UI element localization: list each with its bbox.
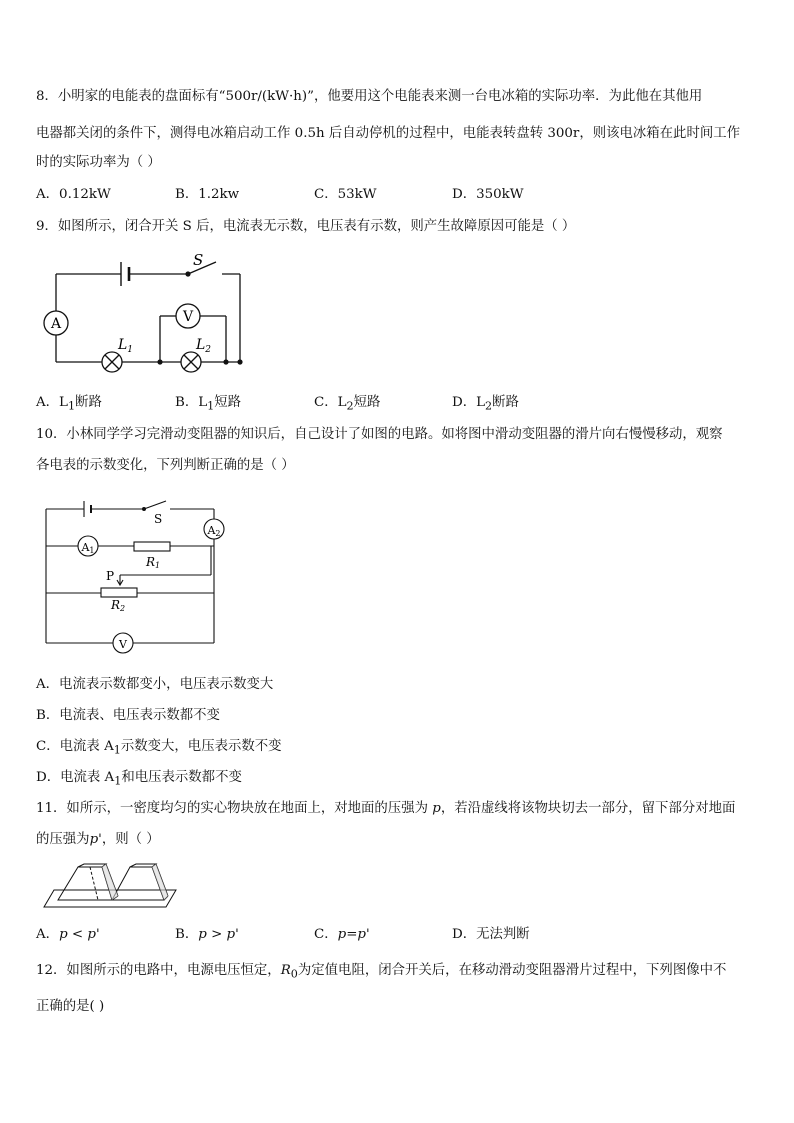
q8-option-b: B．1.2kw (175, 187, 240, 202)
q9-option-d: D．$L_2$断路 (452, 395, 519, 413)
q12-line-1: 12．如图所示的电路中，电源电压恒定，$R_0$为定值电阻，闭合开关后，在移动滑动变阻器滑片过程中，下列图像中不 (36, 963, 727, 981)
q8-line-3: 时的实际功率为（ ） (36, 155, 161, 170)
q10-line-2: 各电表的示数变化，下列判断正确的是（ ） (36, 458, 295, 473)
q9-circuit-diagram (36, 248, 256, 378)
q10-a2-label: A2 (207, 524, 221, 538)
q9-switch-label: S (193, 251, 204, 269)
q9-ammeter-label: A (50, 316, 62, 332)
q10-switch-label: S (154, 512, 163, 526)
q8-line-2: 电器都关闭的条件下，测得电冰箱启动工作 0.5h 后自动停机的过程中，电能表转盘转 300r，则该电冰箱在此时间工作 (36, 126, 741, 141)
q10-option-b: B．电流表、电压表示数都不变 (36, 708, 220, 723)
q8-line-1: 8．小明家的电能表的盘面标有“500r/(kW·h)”，他要用这个电能表来测一台电冰箱的实际功率．为此他在其他用 (36, 89, 703, 104)
q10-r2-label: R2 (111, 598, 126, 613)
q9-line-1: 9．如图所示，闭合开关 S 后，电流表无示数，电压表有示数，则产生故障原因可能是（ ） (36, 219, 576, 234)
q10-option-c: C．电流表 $A_1$示数变大，电压表示数不变 (36, 739, 282, 757)
q8-option-a: A．0.12kW (36, 187, 111, 202)
q11-option-c: C．p=p' (314, 927, 370, 942)
q10-circuit-diagram (36, 496, 236, 658)
q9-option-c: C．$L_2$短路 (314, 395, 381, 413)
q11-option-a: A．p < p' (36, 927, 100, 942)
q8-option-c: C．53kW (314, 187, 377, 202)
q11-line-2: 的压强为p'，则（ ） (36, 832, 160, 847)
q11-block-figure (40, 860, 180, 912)
q12-line-2: 正确的是( ) (36, 999, 105, 1014)
q9-voltmeter-label: V (182, 309, 194, 325)
q10-a1-label: A1 (81, 541, 95, 555)
q10-option-a: A．电流表示数都变小，电压表示数变大 (36, 677, 274, 692)
q10-line-1: 10．小林同学学习完滑动变阻器的知识后，自己设计了如图的电路。如将图中滑动变阻器的滑片向右慢慢移动，观察 (36, 427, 723, 442)
q9-option-b: B．$L_1$短路 (175, 395, 242, 413)
q11-line-1: 11．如所示，一密度均匀的实心物块放在地面上，对地面的压强为 p，若沿虚线将该物块切去一部分，留下部分对地面 (36, 801, 736, 816)
q8-option-d: D．350kW (452, 187, 524, 202)
q11-option-b: B．p > p' (175, 927, 239, 942)
q11-option-d: D．无法判断 (452, 927, 530, 942)
q9-option-a: A．$L_1$断路 (36, 395, 102, 413)
q10-slider-label: P (106, 569, 115, 583)
q10-voltmeter-label: V (119, 638, 127, 651)
q9-lamp2-label: $L_2$ (196, 337, 212, 355)
q10-r1-label: R1 (146, 555, 161, 570)
q9-lamp1-label: $L_1$ (118, 337, 134, 355)
q10-option-d: D．电流表 $A_1$和电压表示数都不变 (36, 770, 242, 788)
